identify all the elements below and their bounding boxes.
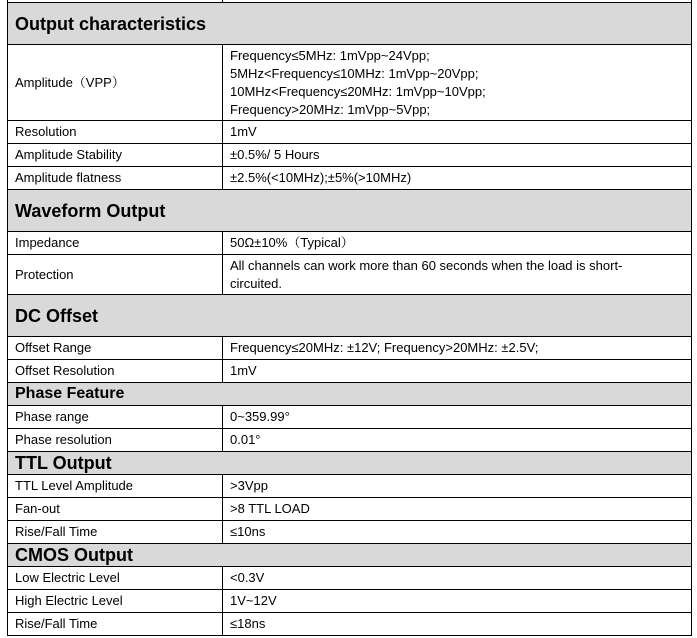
spec-label: Amplitude（VPP） — [8, 45, 223, 121]
section-title: CMOS Output — [8, 544, 692, 567]
spec-row — [8, 613, 692, 636]
spec-label: Rise/Fall Time — [8, 521, 223, 544]
spec-row — [8, 429, 692, 452]
spec-label: TTL Level Amplitude — [8, 475, 223, 498]
spec-value — [223, 45, 692, 121]
spec-value: ≤10ns — [223, 521, 692, 544]
section-title: Phase Feature — [8, 383, 692, 406]
spec-label: Impedance — [8, 232, 223, 255]
spec-label: Amplitude Stability — [8, 144, 223, 167]
section-title: Waveform Output — [8, 190, 692, 232]
spec-row — [8, 406, 692, 429]
spec-row — [8, 360, 692, 383]
spec-value: 1V~12V — [223, 590, 692, 613]
spec-value: 0~359.99° — [223, 406, 692, 429]
spec-label: Rise/Fall Time — [8, 613, 223, 636]
spec-row — [8, 121, 692, 144]
spec-value: 1mV — [223, 360, 692, 383]
spec-label: High Electric Level — [8, 590, 223, 613]
spec-label: Phase resolution — [8, 429, 223, 452]
spec-value: ±2.5%(<10MHz);±5%(>10MHz) — [223, 167, 692, 190]
spec-value: Frequency≤20MHz: ±12V; Frequency>20MHz: ±2.5V; — [223, 337, 692, 360]
spec-value — [223, 255, 692, 295]
spec-row — [8, 337, 692, 360]
spec-table — [7, 0, 692, 636]
spec-value: 50Ω±10%（Typical） — [223, 232, 692, 255]
spec-value: >3Vpp — [223, 475, 692, 498]
spec-row — [8, 45, 692, 121]
spec-value: 1mV — [223, 121, 692, 144]
section-header — [8, 295, 692, 337]
spec-value-line: Frequency≤5MHz: 1mVpp~24Vpp; — [230, 47, 430, 63]
spec-table-body — [8, 0, 692, 636]
spec-row — [8, 167, 692, 190]
spec-value-line: 5MHz<Frequency≤10MHz: 1mVpp~20Vpp; — [230, 65, 479, 81]
section-header — [8, 544, 692, 567]
section-header — [8, 383, 692, 406]
spec-row — [8, 521, 692, 544]
section-header — [8, 452, 692, 475]
spec-value-line: All channels can work more than 60 seconds when the load is short- — [230, 257, 623, 273]
spec-value: ≤18ns — [223, 613, 692, 636]
spec-label: Offset Resolution — [8, 360, 223, 383]
spec-value: ±0.5%/ 5 Hours — [223, 144, 692, 167]
spec-value-line: Frequency>20MHz: 1mVpp~5Vpp; — [230, 101, 431, 117]
spec-label: Offset Range — [8, 337, 223, 360]
section-title: TTL Output — [8, 452, 692, 475]
spec-row — [8, 567, 692, 590]
spec-value: >8 TTL LOAD — [223, 498, 692, 521]
spec-row — [8, 144, 692, 167]
section-title: Output characteristics — [8, 3, 692, 45]
spec-row — [8, 232, 692, 255]
spec-row — [8, 590, 692, 613]
spec-value-line: 10MHz<Frequency≤20MHz: 1mVpp~10Vpp; — [230, 83, 486, 99]
spec-label: Amplitude flatness — [8, 167, 223, 190]
section-header — [8, 3, 692, 45]
spec-value-line: circuited. — [230, 275, 283, 291]
spec-label: Fan-out — [8, 498, 223, 521]
spec-row — [8, 498, 692, 521]
section-header — [8, 190, 692, 232]
section-title: DC Offset — [8, 295, 692, 337]
spec-label: Phase range — [8, 406, 223, 429]
spec-label: Protection — [8, 255, 223, 295]
spec-row — [8, 255, 692, 295]
spec-value: 0.01° — [223, 429, 692, 452]
spec-row — [8, 475, 692, 498]
spec-label: Low Electric Level — [8, 567, 223, 590]
spec-label: Resolution — [8, 121, 223, 144]
spec-value: <0.3V — [223, 567, 692, 590]
